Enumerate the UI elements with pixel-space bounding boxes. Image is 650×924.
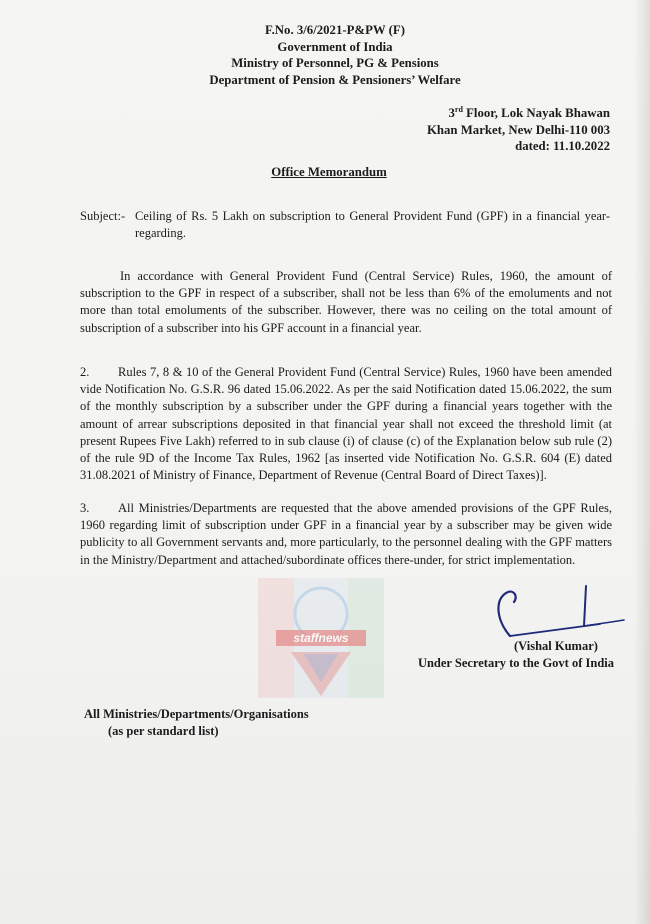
recipients-line-1: All Ministries/Departments/Organisations: [84, 707, 309, 721]
recipients: [84, 706, 309, 740]
department-line: Department of Pension & Pensioners’ Welfare: [209, 72, 461, 87]
memo-title: Office Memorandum: [271, 165, 387, 179]
page-edge-shadow: [634, 0, 650, 924]
recipients-line-2: (as per standard list): [108, 724, 219, 738]
government-line: Government of India: [277, 39, 393, 54]
address-line-1: 3rd Floor, Lok Nayak Bhawan: [448, 105, 610, 120]
paragraph-2: 2. Rules 7, 8 & 10 of the General Provident Fund (Central Service) Rules, 1960 have been amended vide Notification No. G.S.R. 96 dated 15.06.2022. As per the said Notification dated 15.06.2022, the sum of the monthly subscription by a subscriber under the GPF during a financial years together with the amount of arrear subscriptions deposited in that financial year shall not exceed the threshold limit (at present Rupees Five Lakh) referred to in sub clause (i) of clause (c) of the Explanation below sub rule (2) of the rule 9D of the Income Tax Rules, 1962 [as inserted vide Notification No. G.S.R. 604 (E) dated 31.08.2021 of Ministry of Finance, Department of Revenue (Central Board of Direct Taxes)].: [80, 365, 612, 483]
office-address: [427, 102, 610, 155]
subject-label: Subject:-: [80, 209, 126, 223]
letterhead: [0, 22, 650, 88]
address-line-2: Khan Market, New Delhi-110 003: [426, 122, 610, 137]
paragraph-number: 3.: [80, 501, 90, 515]
signatory-designation: Under Secretary to the Govt of India: [417, 656, 614, 670]
staffnews-watermark-logo: [246, 568, 396, 718]
file-number: F.No. 3/6/2021-P&PW (F): [264, 23, 406, 37]
subject-block: [80, 208, 610, 242]
signatory-name: (Vishal Kumar): [514, 639, 598, 653]
svg-text:staffnews: staffnews: [293, 631, 349, 645]
ministry-line: Ministry of Personnel, PG & Pensions: [231, 56, 439, 70]
memo-date: dated: 11.10.2022: [515, 139, 610, 153]
subject-text: Ceiling of Rs. 5 Lakh on subscription to General Provident Fund (GPF) in a financial year- regarding.: [135, 209, 610, 240]
signatory: [418, 638, 614, 672]
paragraph-1: In accordance with General Provident Fund (Central Service) Rules, 1960, the amount of subscription to the GPF in respect of a subscriber, shall not be less than 6% of the emoluments and not more than total emoluments of the subscriber. However, there was no ceiling on the total amount of subscription of a subscriber into his GPF account in a financial year.: [80, 269, 612, 335]
paragraph-3: 3. All Ministries/Departments are requested that the above amended provisions of the GPF Rules, 1960 regarding limit of subscription under GPF in a financial year by a subscriber may be given wide publicity to all Government servants and, more particularly, to the personnel dealing with the GPF matters in the Ministry/Department and attached/subordinate offices there-under, for strict implementation.: [80, 501, 612, 567]
paragraph-number: 2.: [80, 365, 90, 379]
